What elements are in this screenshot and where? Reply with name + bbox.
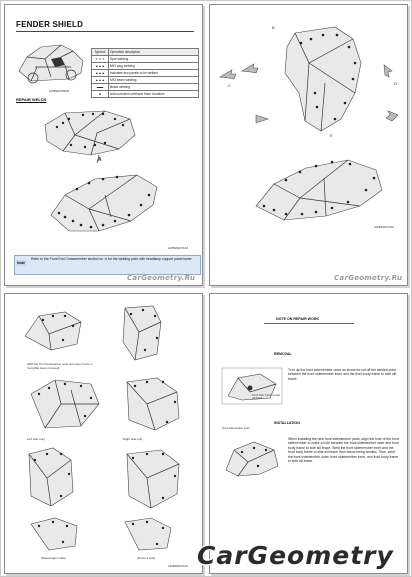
weld-diagram-lower — [45, 165, 165, 245]
figure-code: AWBIA0071ZZ — [374, 225, 394, 229]
removal-illustration — [220, 366, 284, 406]
legend-symbol: ▲▲▲ — [92, 63, 109, 70]
manual-page-fender-shield — [4, 4, 203, 286]
figure-caption: (With the front fender/apron outer and upper frame in front pillar lower removed) — [27, 362, 93, 370]
legend-symbol: ▬▬ — [92, 84, 109, 91]
figure-callout-a: A — [98, 157, 102, 163]
legend-description: Anti-corrosion urethane foam locations — [109, 91, 199, 98]
figure-caption: (Driver's side) — [137, 556, 156, 560]
installation-illustration — [220, 436, 284, 478]
weld-view-g — [25, 514, 85, 554]
callout-c: C — [228, 83, 231, 88]
weld-view-d — [117, 374, 187, 436]
legend-description: MIG plug welding — [109, 63, 199, 70]
legend-header-symbol: Symbol — [92, 49, 109, 56]
weld-diagram-upper — [35, 105, 145, 165]
figure-code: AWBIA0070ZZ — [168, 246, 188, 250]
weld-diagram-upper-right — [265, 23, 375, 143]
manual-page-weld-details — [209, 4, 408, 286]
section-arrow-icon — [218, 67, 238, 81]
weld-view-e — [21, 444, 81, 514]
figure-caption: Right side only — [123, 437, 143, 441]
legend-description: Spot welding — [109, 56, 199, 63]
manual-page-repair-notes — [209, 293, 408, 574]
callout-e: E — [330, 133, 333, 138]
legend-header-description: Operation description — [109, 49, 199, 56]
callout-d: D — [394, 81, 397, 86]
note-tag: Note — [17, 261, 25, 265]
legend-description: Indicates two panels to be welded — [109, 70, 199, 77]
title-rule — [16, 31, 194, 32]
brand-logo: CarGeometry — [197, 541, 394, 570]
watermark: CarGeometry.Ru — [127, 274, 196, 282]
weld-view-c — [25, 374, 105, 436]
legend-description: MIG seam welding — [109, 77, 199, 84]
weld-diagram-lower-right — [250, 150, 390, 230]
note-text: Refer to the Front End Crossmember section on ➔ for the welding point with headlamp support panel lower. — [31, 257, 193, 261]
legend-symbol: ■ — [92, 91, 109, 98]
section-arrow-icon — [380, 63, 396, 79]
legend-symbol: ▲▲▲ — [92, 77, 109, 84]
removal-text: Turn up the front sidemember outer as shown to cut off the welded point between the front sidemember inner and the front body frame to side sill brace. — [288, 368, 396, 381]
weld-view-a — [19, 306, 89, 356]
figure-caption: Left side only — [27, 437, 45, 441]
removal-callout: Front body frame to side sill brace — [252, 394, 281, 400]
removal-heading: REMOVAL — [274, 352, 292, 356]
legend-description: Braze welding — [109, 84, 199, 91]
weld-view-b — [117, 302, 167, 366]
legend-symbol: ▲▲▲ — [92, 70, 109, 77]
section-arrow-icon — [254, 113, 270, 125]
watermark: CarGeometry.Ru — [334, 274, 403, 282]
page-title: FENDER SHIELD — [16, 20, 84, 29]
legend-symbol: ✦ ✦ ✦ — [92, 56, 109, 63]
weld-symbol-legend — [91, 48, 199, 98]
figure-code: AWBIA0072ZZ — [168, 564, 188, 568]
small-figure-code: AWBIA0069ZZ — [49, 89, 69, 93]
figure-caption: (Passenger's side) — [41, 556, 66, 560]
weld-view-h — [117, 514, 177, 554]
heading-rule — [264, 323, 354, 324]
section-label-repair-welds: REPAIR WELDS — [16, 97, 47, 102]
car-body-illustration — [15, 37, 87, 87]
installation-callout: Front sidemember outer — [222, 427, 250, 430]
installation-heading: INSTALLATION — [274, 421, 300, 425]
installation-text: When installing the new front sidemember parts, align the hole of the front sidemember to make a hole beneath the front sidemember inner and front body frame to side sill brace. Weld the front sidemember inner and the front body frame to side sill brace from below being welded. Then, weld the front sidemember outer, front sidemember inner, and front body frame to side sill brace. — [288, 437, 399, 464]
weld-view-f — [117, 444, 187, 514]
manual-page-weld-views — [4, 293, 203, 574]
page-heading: NOTE ON REPAIR WORK — [276, 317, 320, 321]
section-arrow-icon — [384, 109, 400, 123]
section-arrow-icon — [240, 61, 260, 75]
callout-b: B — [272, 25, 275, 30]
